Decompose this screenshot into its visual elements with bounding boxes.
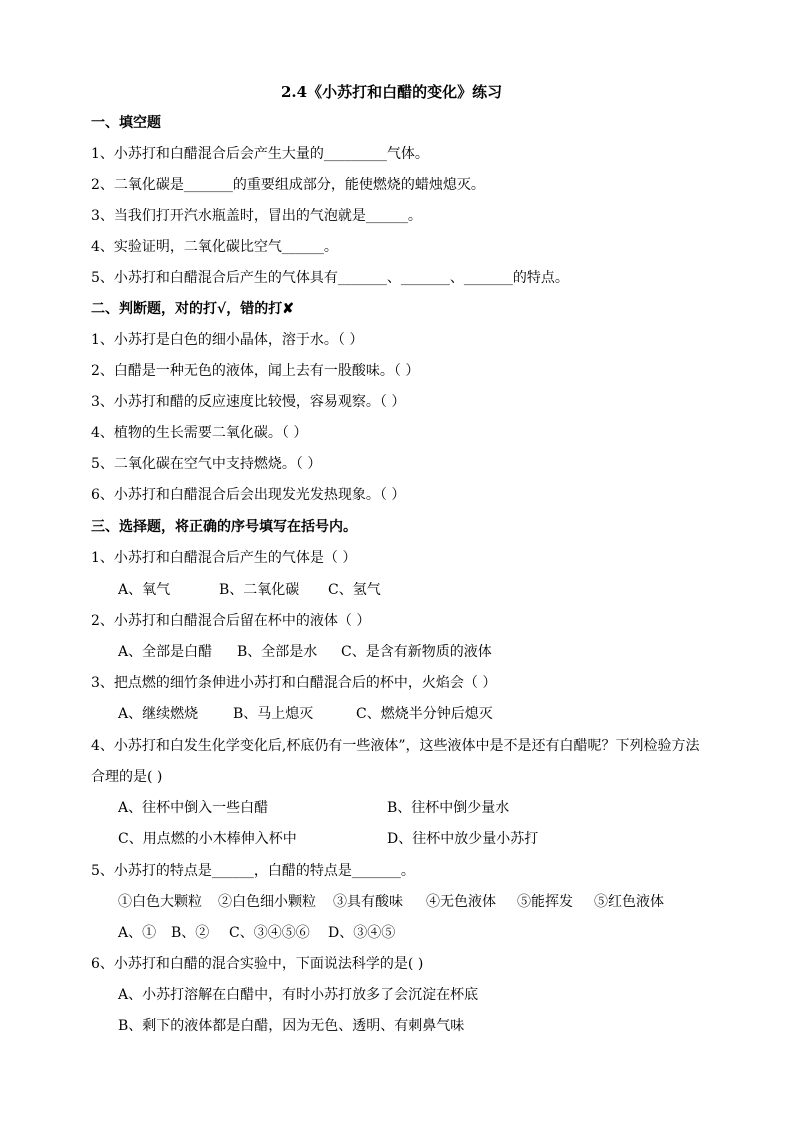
choice-q3-option-c: C、燃烧半分钟后熄灭 [356,706,493,722]
choice-q4-option-a: A、往杯中倒入一些白醋 [118,800,269,816]
choice-q2-option-b: B、全部是水 [237,644,318,660]
worksheet-title: 2.4《小苏打和白醋的变化》练习 [281,83,503,101]
choice-q4-option-d: D、往杯中放少量小苏打 [387,831,539,847]
choice-q5-feature-6: ⑤红色液体 [594,894,664,910]
choice-q6-stem: 6、小苏打和白醋的混合实验中，下面说法科学的是( ) [91,956,424,972]
choice-q2-stem: 2、小苏打和白醋混合后留在杯中的液体（ ） [91,613,371,629]
choice-q4-stem-line2: 合理的是( ) [91,769,163,785]
choice-q4-option-c: C、用点燃的小木棒伸入杯中 [118,831,297,847]
choice-q5-option-c: C、③④⑤⑥ [229,925,310,941]
true-false-item-1: 1、小苏打是白色的细小晶体，溶于水。（ ） [91,332,364,348]
true-false-item-5: 5、二氧化碳在空气中支持燃烧。（ ） [91,456,322,472]
choice-q6-option-b: B、剩下的液体都是白醋，因为无色、透明、有刺鼻气味 [118,1018,465,1034]
section-3-heading: 三、选择题，将正确的序号填写在括号内。 [91,519,357,535]
true-false-item-6: 6、小苏打和白醋混合后会出现发光发热现象。（ ） [91,487,406,503]
choice-q5-option-a: A、① [118,925,157,941]
choice-q6-option-a: A、小苏打溶解在白醋中，有时小苏打放多了会沉淀在杯底 [118,987,479,1003]
choice-q5-feature-5: ⑤能挥发 [517,894,573,910]
true-false-item-2: 2、白醋是一种无色的液体，闻上去有一股酸味。（ ） [91,363,420,379]
choice-q3-stem: 3、把点燃的细竹条伸进小苏打和白醋混合后的杯中，火焰会（ ） [91,675,497,691]
choice-q5-feature-4: ④无色液体 [426,894,496,910]
fill-blank-item-2: 2、二氧化碳是_______的重要组成部分，能使燃烧的蜡烛熄灭。 [91,177,485,193]
choice-q1-option-a: A、氧气 [118,582,171,598]
choice-q3-option-b: B、马上熄灭 [233,706,314,722]
choice-q5-feature-2: ②白色细小颗粒 [218,894,316,910]
section-1-heading: 一、填空题 [91,115,161,131]
choice-q1-option-c: C、氢气 [328,582,381,598]
section-2-heading: 二、判断题，对的打√，错的打✘ [91,301,294,317]
fill-blank-item-1: 1、小苏打和白醋混合后会产生大量的_________气体。 [91,146,429,162]
choice-q2-option-c: C、是含有新物质的液体 [341,644,492,660]
choice-q5-option-b: B、② [171,925,210,941]
choice-q5-feature-1: ①白色大颗粒 [118,894,202,910]
choice-q5-feature-3: ③具有酸味 [333,894,403,910]
fill-blank-item-3: 3、当我们打开汽水瓶盖时，冒出的气泡就是______。 [91,208,422,224]
true-false-item-3: 3、小苏打和醋的反应速度比较慢，容易观察。（ ） [91,394,406,410]
choice-q3-option-a: A、继续燃烧 [118,706,199,722]
choice-q5-stem: 5、小苏打的特点是______，白醋的特点是_______。 [91,863,415,879]
fill-blank-item-4: 4、实验证明，二氧化碳比空气______。 [91,239,338,255]
choice-q5-option-d: D、③④⑤ [328,925,396,941]
choice-q4-stem-line1: 4、小苏打和白发生化学变化后,杯底仍有一些液体”，这些液体中是不是还有白醋呢？下列检验方法 [91,738,700,754]
choice-q4-option-b: B、往杯中倒少量水 [387,800,510,816]
choice-q2-option-a: A、全部是白醋 [118,644,213,660]
choice-q1-option-b: B、二氧化碳 [219,582,300,598]
fill-blank-item-5: 5、小苏打和白醋混合后产生的气体具有_______、_______、_______的特点。 [91,270,569,286]
choice-q1-stem: 1、小苏打和白醋混合后产生的气体是（ ） [91,550,357,566]
true-false-item-4: 4、植物的生长需要二氧化碳。（ ） [91,425,308,441]
